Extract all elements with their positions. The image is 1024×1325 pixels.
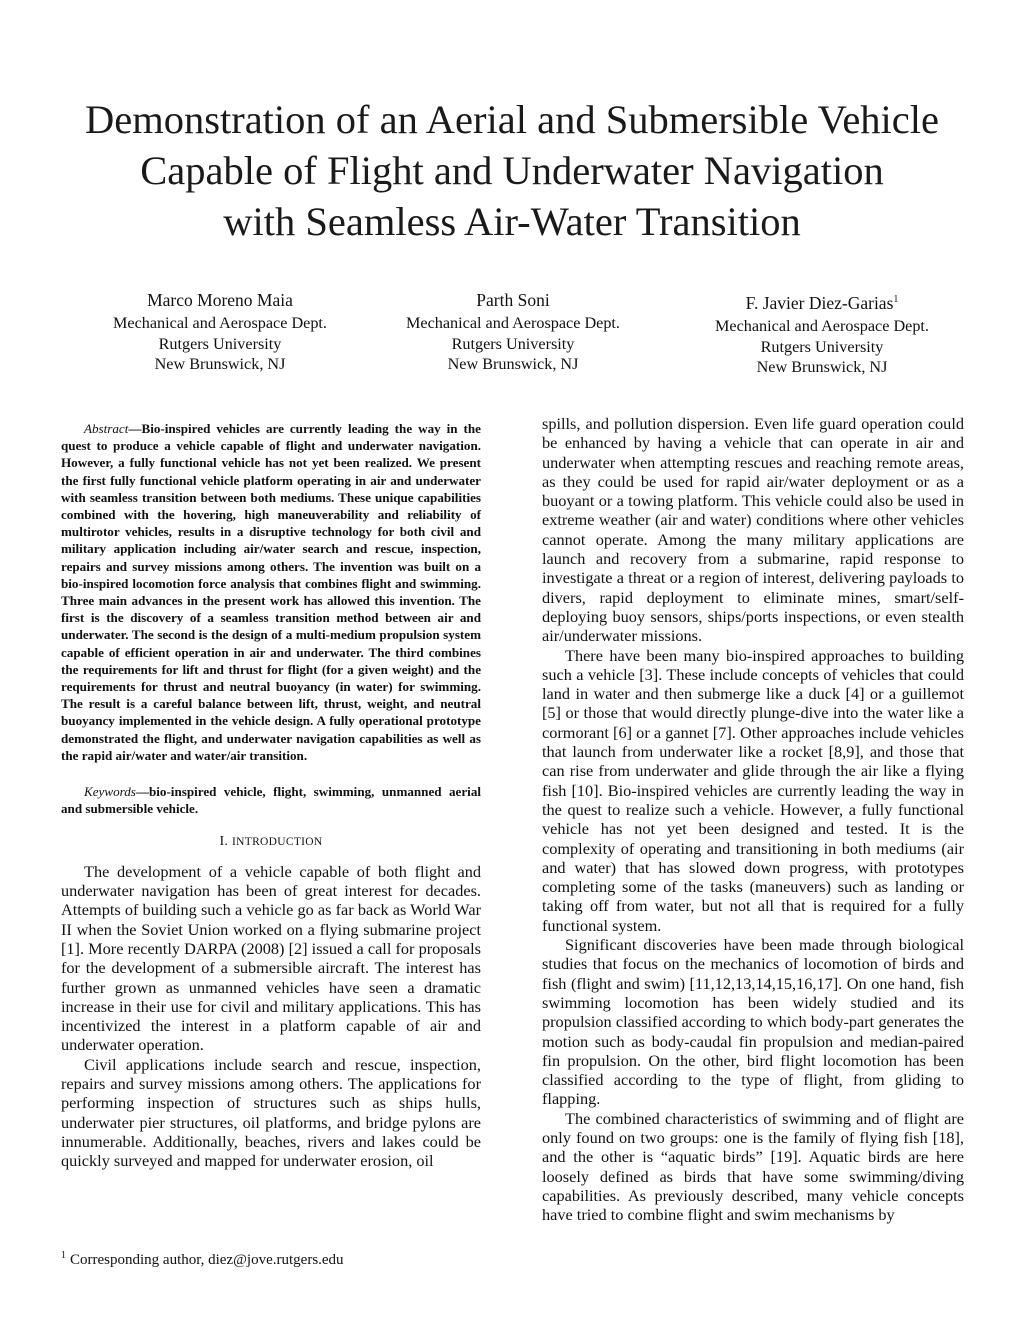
keywords-label: Keywords xyxy=(84,784,136,800)
paper-title xyxy=(60,94,964,247)
author-block-3 xyxy=(672,288,972,378)
author-university: Rutgers University xyxy=(451,334,575,353)
author-university: Rutgers University xyxy=(158,334,282,353)
keywords: Keywords—bio-inspired vehicle, flight, swimming, unmanned aerial and submersible vehicle. xyxy=(61,784,481,817)
author-city: New Brunswick, NJ xyxy=(447,355,579,373)
author-footnote-marker: 1 xyxy=(893,294,899,305)
author-block-2 xyxy=(363,288,663,375)
body-paragraph: The development of a vehicle capable of both flight and underwater navigation has been of great interest for decades. Attempts of building such a vehicle go as far back as World War II when the Soviet Union worked on a flying submarine project [1]. More recently DARPA (2008) [2] issued a call for proposals for the development of a submersible aircraft. The interest has further grown as unmanned vehicles have seen a dramatic increase in their use for civil and military applications. This has incentivized the interest in a platform capable of air and underwater operation. xyxy=(61,861,481,1055)
author-dept: Mechanical and Aerospace Dept. xyxy=(715,317,929,335)
body-paragraph: Significant discoveries have been made through biological studies that focus on the mechanics of locomotion of birds and fish (flight and swim) [11,12,13,14,15,16,17]. On one hand, fish swimming locomotion has been widely studied and its propulsion classified according to which body-part generates the motion such as body-caudal fin propulsion and median-paired fin propulsion. On the other, bird flight locomotion has been classified according to the type of flight, from gliding to flapping. xyxy=(542,935,964,1109)
author-city: New Brunswick, NJ xyxy=(756,358,888,376)
author-name: Marco Moreno Maia xyxy=(147,290,293,310)
keywords-text: bio-inspired vehicle, flight, swimming, unmanned aerial and submersible vehicle. xyxy=(61,784,481,817)
left-column xyxy=(61,420,481,1171)
title-line-2: Capable of Flight and Underwater Navigation xyxy=(140,148,884,193)
author-university: Rutgers University xyxy=(760,337,884,356)
author-city: New Brunswick, NJ xyxy=(154,355,286,373)
title-line-3: with Seamless Air-Water Transition xyxy=(223,199,801,244)
abstract-text: Bio-inspired vehicles are currently leading the way in the quest to produce a vehicle capable of flight and underwater navigation. However, a fully functional vehicle has not yet been realized. We present the first fully functional vehicle platform operating in air and underwater with seamless transition between both mediums. These unique capabilities combined with the hovering, high maneuverability and reliability of multirotor vehicles, results in a disruptive technology for both civil and military application including air/water search and rescue, inspection, repairs and survey missions among others. The invention was built on a bio-inspired locomotion force analysis that combines flight and swimming. Three main advances in the present work has allowed this invention. The first is the discovery of a seamless transition method between air and underwater. The second is the design of a multi-medium propulsion system capable of efficient operation in air and underwater. The third combines the requirements for lift and thrust for flight (for a given weight) and the requirements for thrust and neutral buoyancy (in water) for swimming. The result is a careful balance between lift, thrust, weight, and neutral buoyancy implemented in the vehicle design. A fully operational prototype demonstrated the flight, and underwater navigation capabilities as well as the rapid air/water and water/air transition. xyxy=(61,421,481,763)
footnote xyxy=(61,1246,344,1270)
section-heading-introduction: I. INTRODUCTION xyxy=(219,834,323,850)
author-dept: Mechanical and Aerospace Dept. xyxy=(113,314,327,332)
author-name: Parth Soni xyxy=(476,290,550,310)
footnote-text: Corresponding author, diez@jove.rutgers.edu xyxy=(70,1252,344,1268)
author-name: F. Javier Diez-Garias xyxy=(745,293,894,313)
right-column xyxy=(542,414,964,1224)
abstract-label: Abstract xyxy=(84,421,129,436)
author-dept: Mechanical and Aerospace Dept. xyxy=(406,314,620,332)
abstract: Abstract—Bio-inspired vehicles are currently leading the way in the quest to produce a vehicle capable of flight and underwater navigation. However, a fully functional vehicle has not yet been realized. We present the first fully functional vehicle platform operating in air and underwater with seamless transition between both mediums. These unique capabilities combined with the hovering, high maneuverability and reliability of multirotor vehicles, results in a disruptive technology for both civil and military application including air/water search and rescue, inspection, repairs and survey missions among others. The invention was built on a bio-inspired locomotion force analysis that combines flight and swimming. Three main advances in the present work has allowed this invention. The first is the discovery of a seamless transition method between air and underwater. The second is the design of a multi-medium propulsion system capable of efficient operation in air and underwater. The third combines the requirements for lift and thrust for flight (for a given weight) and the requirements for thrust and neutral buoyancy (in water) for swimming. The result is a careful balance between lift, thrust, weight, and neutral buoyancy implemented in the vehicle design. A fully operational prototype demonstrated the flight, and underwater navigation capabilities as well as the rapid air/water and water/air transition. xyxy=(61,421,481,763)
author-block-1 xyxy=(70,288,370,375)
body-paragraph: There have been many bio-inspired approaches to building such a vehicle [3]. These include concepts of vehicles that could land in water and then submerge like a duck [4] or a guillemot [5] or those that would directly plunge-dive into the water like a cormorant [6] or a gannet [7]. Other approaches include vehicles that launch from underwater like a rocket [8,9], and those that can rise from underwater and glide through the air like a flying fish [10]. Bio-inspired vehicles are currently leading the way in the quest to realize such a vehicle. However, a fully functional vehicle has not yet been designed and tested. It is the complexity of operating and transitioning in both mediums (air and water) that has slowed down progress, with prototypes completing some of the tasks (maneuvers) such as landing or taking off from water, but not all that is required for a fully functional system. xyxy=(542,645,964,935)
body-paragraph: The combined characteristics of swimming and of flight are only found on two groups: one is the family of flying fish [18], and the other is “aquatic birds” [19]. Aquatic birds are here loosely defined as birds that have some swimming/diving capabilities. As previously described, many vehicle concepts have tried to combine flight and swim mechanisms by xyxy=(542,1108,964,1225)
footnote-marker: 1 xyxy=(61,1250,66,1261)
section-title: INTRODUCTION xyxy=(232,836,323,849)
title-line-1: Demonstration of an Aerial and Submersible Vehicle xyxy=(84,97,940,142)
body-paragraph: Civil applications include search and rescue, inspection, repairs and survey missions among others. The applications for performing inspection of structures such as ships hulls, underwater pier structures, oil platforms, and bridge pylons are innumerable. Additionally, beaches, rivers and lakes could be quickly surveyed and mapped for underwater erosion, oil xyxy=(61,1054,481,1171)
body-paragraph: spills, and pollution dispersion. Even life guard operation could be enhanced by having a vehicle that can operate in air and underwater when attempting rescues and reaching remote areas, as they could be used for rapid air/water deployment or as a buoyant or a towing platform. This vehicle could also be used in extreme weather (air and water) conditions where other vehicles cannot operate. Among the many military applications are launch and recovery from a submarine, rapid response to investigate a threat or a region of interest, delivering payloads to divers, rapid deployment to eliminate mines, smart/self-deploying buoy sensors, ships/ports inspections, or even stealth air/underwater missions. xyxy=(542,414,964,646)
